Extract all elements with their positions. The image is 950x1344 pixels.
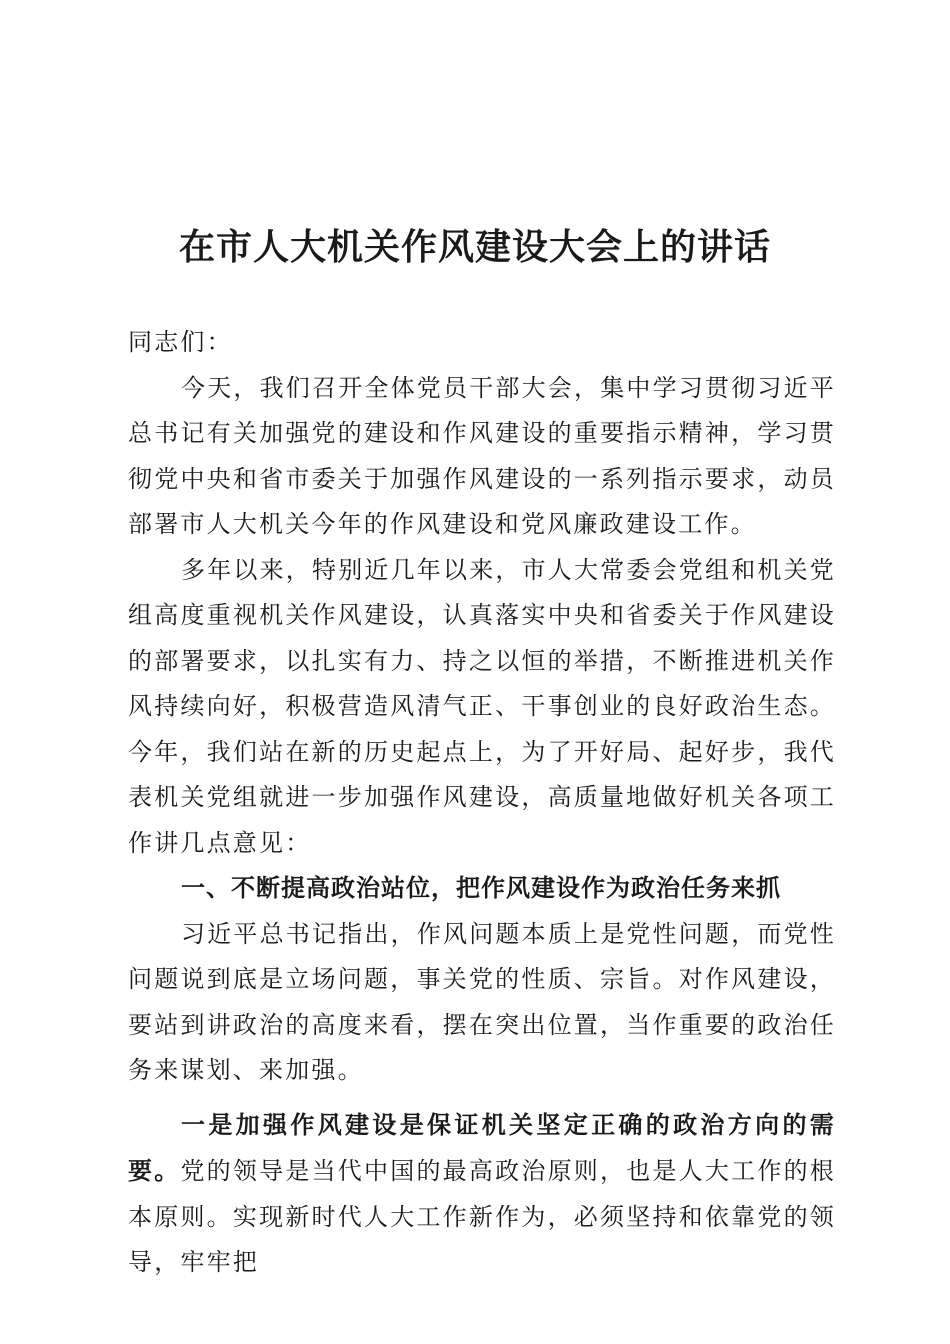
- document-title: 在市人大机关作风建设大会上的讲话: [178, 226, 771, 268]
- paragraph-2: 多年以来，特别近几年以来，市人大常委会党组和机关党组高度重视机关作风建设，认真落实中央和省委关于作风建设的部署要求，以扎实有力、持之以恒的举措，不断推进机关作风持续向好，积极营造风清气正、干事创业的良好政治生态。今年，我们站在新的历史起点上，为了开好局、起好步，我代表机关党组就进一步加强作风建设，高质量地做好机关各项工作讲几点意见：: [128, 555, 836, 857]
- paragraph-3: 习近平总书记指出，作风问题本质上是党性问题，而党性问题说到底是立场问题，事关党的性质、宗旨。对作风建设，要站到讲政治的高度来看，摆在突出位置，当作重要的政治任务来谋划、来加强。: [128, 919, 836, 1084]
- paragraph-4-rest: 党的领导是当代中国的最高政治原则，也是人大工作的根本原则。实现新时代人大工作新作为，必须坚持和依靠党的领导，牢牢把: [128, 1157, 836, 1276]
- document-body: [128, 320, 836, 1286]
- paragraph-4: [128, 1102, 836, 1286]
- paragraph-1: 今天，我们召开全体党员干部大会，集中学习贯彻习近平总书记有关加强党的建设和作风建设的重要指示精神，学习贯彻党中央和省市委关于加强作风建设的一系列指示要求，动员部署市人大机关今年的作风建设和党风廉政建设工作。: [128, 373, 836, 538]
- section-heading-1: 一、不断提高政治站位，把作风建设作为政治任务来抓: [181, 874, 781, 902]
- salutation: 同志们：: [128, 328, 233, 356]
- paragraph-4-lead: 一是加强作风建设是保证机关坚定正确的政治方向的需要。: [128, 1109, 836, 1185]
- paragraph-gap: [128, 1094, 836, 1102]
